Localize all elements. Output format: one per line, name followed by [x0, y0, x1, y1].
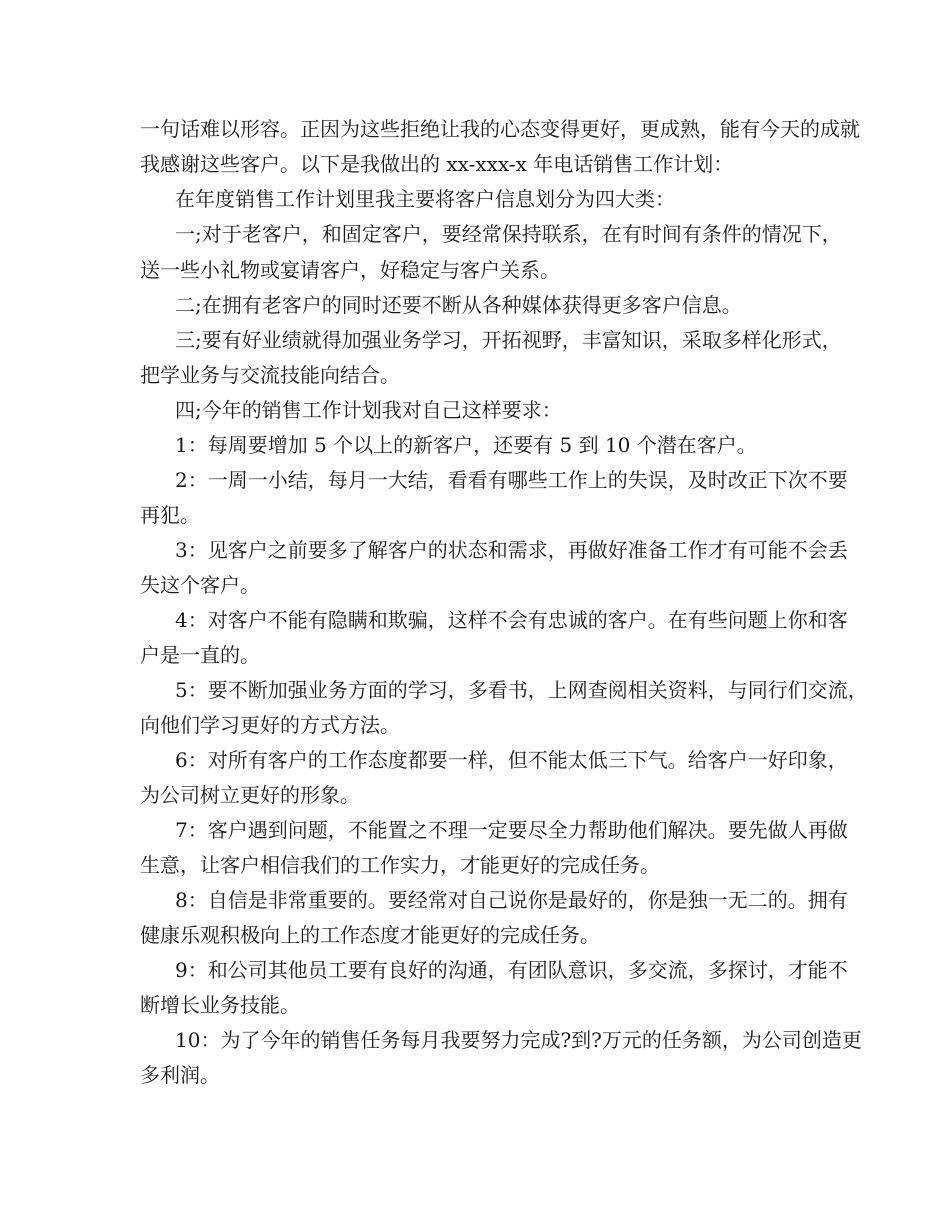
- text-line: 再犯。: [140, 503, 200, 527]
- text-line: 健康乐观积极向上的工作态度才能更好的完成任务。: [140, 923, 600, 947]
- text-line: 7：客户遇到问题，不能置之不理一定要尽全力帮助他们解决。要先做人再做: [175, 818, 848, 842]
- text-line: 三;要有好业绩就得加强业务学习，开拓视野，丰富知识，采取多样化形式，: [175, 328, 842, 352]
- text-line: 我感谢这些客户。以下是我做出的 xx-xxx-x 年电话销售工作计划：: [140, 152, 734, 176]
- text-line: 向他们学习更好的方式方法。: [140, 713, 400, 737]
- text-line: 户是一直的。: [140, 643, 260, 667]
- text-line: 送一些小礼物或宴请客户，好稳定与客户关系。: [140, 258, 560, 282]
- text-line: 多利润。: [140, 1063, 220, 1087]
- text-line: 为公司树立更好的形象。: [140, 783, 360, 807]
- text-line: 生意，让客户相信我们的工作实力，才能更好的完成任务。: [140, 853, 660, 877]
- text-line: 二;在拥有老客户的同时还要不断从各种媒体获得更多客户信息。: [175, 293, 742, 317]
- text-line: 1：每周要增加 5 个以上的新客户，还要有 5 到 10 个潜在客户。: [175, 433, 757, 457]
- text-line: 断增长业务技能。: [140, 993, 300, 1017]
- text-line: 失这个客户。: [140, 573, 260, 597]
- text-line: 6：对所有客户的工作态度都要一样，但不能太低三下气。给客户一好印象，: [175, 748, 848, 772]
- text-line: 一句话难以形容。正因为这些拒绝让我的心态变得更好，更成熟，能有今天的成就: [140, 117, 860, 141]
- text-line: 8：自信是非常重要的。要经常对自己说你是最好的，你是独一无二的。拥有: [175, 888, 848, 912]
- text-line: 2：一周一小结，每月一大结，看看有哪些工作上的失误，及时改正下次不要: [175, 468, 848, 492]
- text-line: 把学业务与交流技能向结合。: [140, 363, 400, 387]
- text-line: 在年度销售工作计划里我主要将客户信息划分为四大类：: [175, 187, 675, 211]
- text-line: 9：和公司其他员工要有良好的沟通，有团队意识，多交流，多探讨，才能不: [175, 958, 848, 982]
- text-line: 一;对于老客户，和固定客户，要经常保持联系，在有时间有条件的情况下，: [175, 222, 842, 246]
- text-line: 10：为了今年的销售任务每月我要努力完成?到?万元的任务额，为公司创造更: [175, 1028, 862, 1052]
- text-line: 3：见客户之前要多了解客户的状态和需求，再做好准备工作才有可能不会丢: [175, 538, 848, 562]
- text-line: 四;今年的销售工作计划我对自己这样要求：: [175, 398, 562, 422]
- text-line: 5：要不断加强业务方面的学习，多看书，上网查阅相关资料，与同行们交流，: [175, 678, 868, 702]
- text-line: 4：对客户不能有隐瞒和欺骗，这样不会有忠诚的客户。在有些问题上你和客: [175, 608, 848, 632]
